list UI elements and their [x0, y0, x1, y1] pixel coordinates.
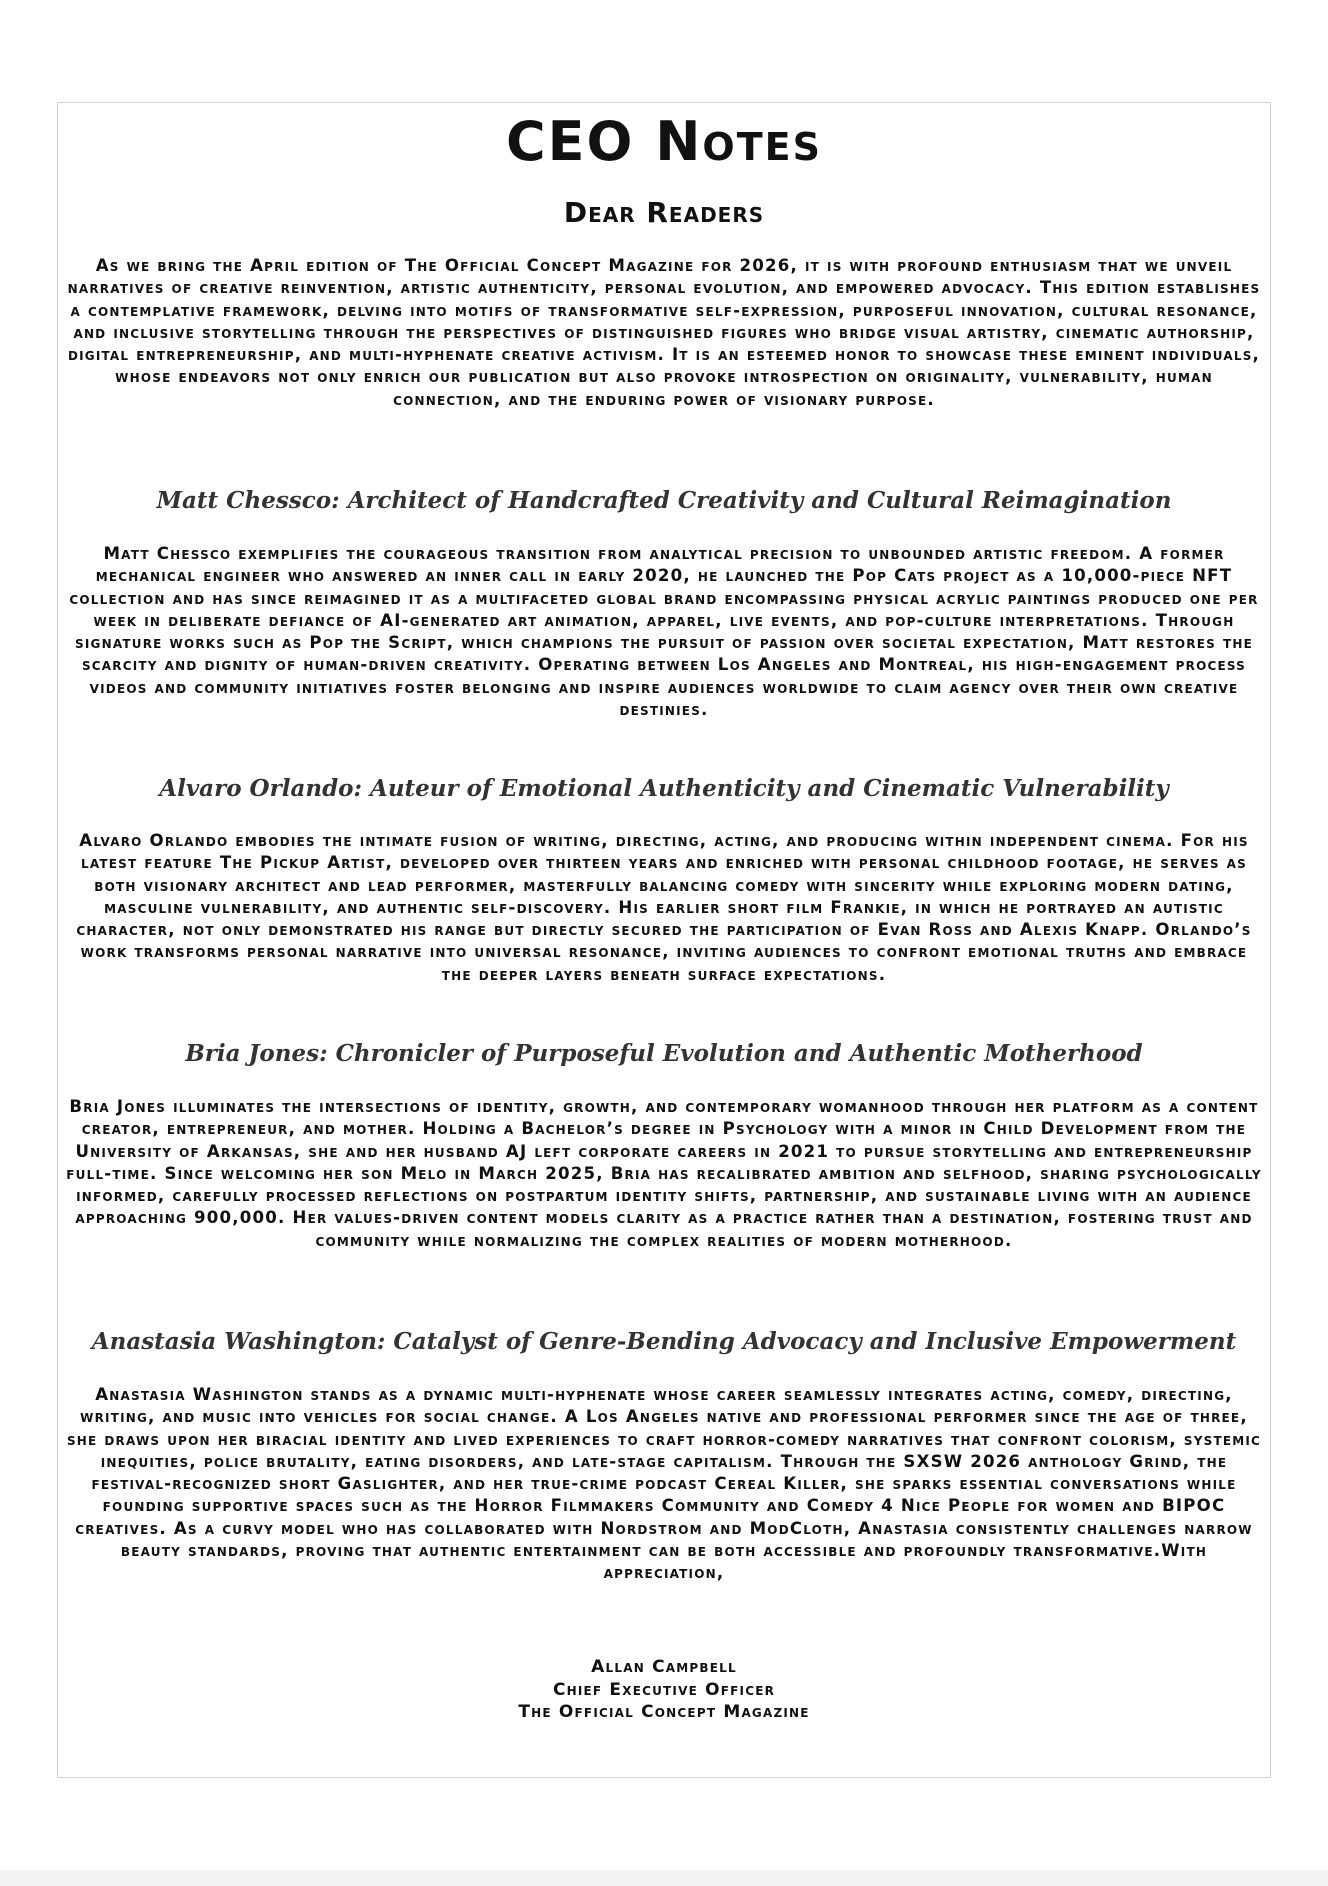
- signature-organization: The Official Concept Magazine: [518, 1702, 810, 1722]
- intro-paragraph: As we bring the April edition of The Official Concept Magazine for 2026, it is with profound enthusiasm that we unveil narratives of creative reinvention, artistic authenticity, personal evolution, and empowered advocacy. This edition establishes a contemplative framework, delving into motifs of transformative self-expression, purposeful innovation, cultural resonance, and inclusive storytelling through the perspectives of distinguished figures who bridge visual artistry, cinematic authorship, digital entrepreneurship, and multi-hyphenate creative activism. It is an esteemed honor to showcase these eminent individuals, whose endeavors not only enrich our publication but also provoke introspection on originality, vulnerability, human connection, and the enduring power of visionary purpose.: [67, 256, 1261, 409]
- feature-heading-alvaro-orlando: Alvaro Orlando: Auteur of Emotional Authenticity and Cinematic Vulnerability: [159, 775, 1169, 802]
- page-title: CEO Notes: [506, 110, 822, 173]
- feature-heading-bria-jones: Bria Jones: Chronicler of Purposeful Evolution and Authentic Motherhood: [185, 1040, 1143, 1067]
- feature-body-matt-chessco: Matt Chessco exemplifies the courageous transition from analytical precision to unbounded artistic freedom. A former mechanical engineer who answered an inner call in early 2020, he launched the Pop Cats project as a 10,000-piece NFT collection and has since reimagined it as a multifaceted global brand encompassing physical acrylic paintings produced one per week in deliberate defiance of AI-generated art animation, apparel, live events, and pop-culture interpretations. Through signature works such as Pop the Script, which champions the pursuit of passion over societal expectation, Matt restores the scarcity and dignity of human-driven creativity. Operating between Los Angeles and Montreal, his high-engagement process videos and community initiatives foster belonging and inspire audiences worldwide to claim agency over their own creative destinies.: [69, 544, 1259, 720]
- feature-body-alvaro-orlando: Alvaro Orlando embodies the intimate fusion of writing, directing, acting, and producing within independent cinema. For his latest feature The Pickup Artist, developed over thirteen years and enriched with personal childhood footage, he serves as both visionary architect and lead performer, masterfully balancing comedy with sincerity while exploring modern dating, masculine vulnerability, and authentic self-discovery. His earlier short film Frankie, in which he portrayed an autistic character, not only demonstrated his range but directly secured the participation of Evan Ross and Alexis Knapp. Orlando’s work transforms personal narrative into universal resonance, inviting audiences to confront emotional truths and embrace the deeper layers beneath surface expectations.: [76, 831, 1252, 984]
- feature-heading-anastasia-washington: Anastasia Washington: Catalyst of Genre-Bending Advocacy and Inclusive Empowerment: [91, 1328, 1237, 1355]
- feature-heading-matt-chessco: Matt Chessco: Architect of Handcrafted Creativity and Cultural Reimagination: [156, 487, 1172, 514]
- greeting-heading: Dear Readers: [563, 196, 765, 229]
- signature-name: Allan Campbell: [591, 1657, 737, 1677]
- signature-block: [0, 1656, 1328, 1724]
- signature-role: Chief Executive Officer: [552, 1679, 776, 1700]
- feature-body-anastasia-washington: Anastasia Washington stands as a dynamic multi-hyphenate whose career seamlessly integrates acting, comedy, directing, writing, and music into vehicles for social change. A Los Angeles native and professional performer since the age of three, she draws upon her biracial identity and lived experiences to craft horror-comedy narratives that confront colorism, systemic inequities, police brutality, eating disorders, and late-stage capitalism. Through the SXSW 2026 anthology Grind, the festival-recognized short Gaslighter, and her true-crime podcast Cereal Killer, she sparks essential conversations while founding supportive spaces such as the Horror Filmmakers Community and Comedy 4 Nice People for women and BIPOC creatives. As a curvy model who has collaborated with Nordstrom and ModCloth, Anastasia consistently challenges narrow beauty standards, proving that authentic entertainment can be both accessible and profoundly transformative.With appreciation,: [66, 1385, 1262, 1583]
- page-bottom-band: [0, 1870, 1328, 1886]
- feature-body-bria-jones: Bria Jones illuminates the intersections of identity, growth, and contemporary womanhood through her platform as a content creator, entrepreneur, and mother. Holding a Bachelor’s degree in Psychology with a minor in Child Development from the University of Arkansas, she and her husband AJ left corporate careers in 2021 to pursue storytelling and entrepreneurship full-time. Since welcoming her son Melo in March 2025, Bria has recalibrated ambition and selfhood, sharing psychologically informed, carefully processed reflections on postpartum identity shifts, partnership, and sustainable living with an audience approaching 900,000. Her values-driven content models clarity as a practice rather than a destination, fostering trust and community while normalizing the complex realities of modern motherhood.: [66, 1097, 1262, 1250]
